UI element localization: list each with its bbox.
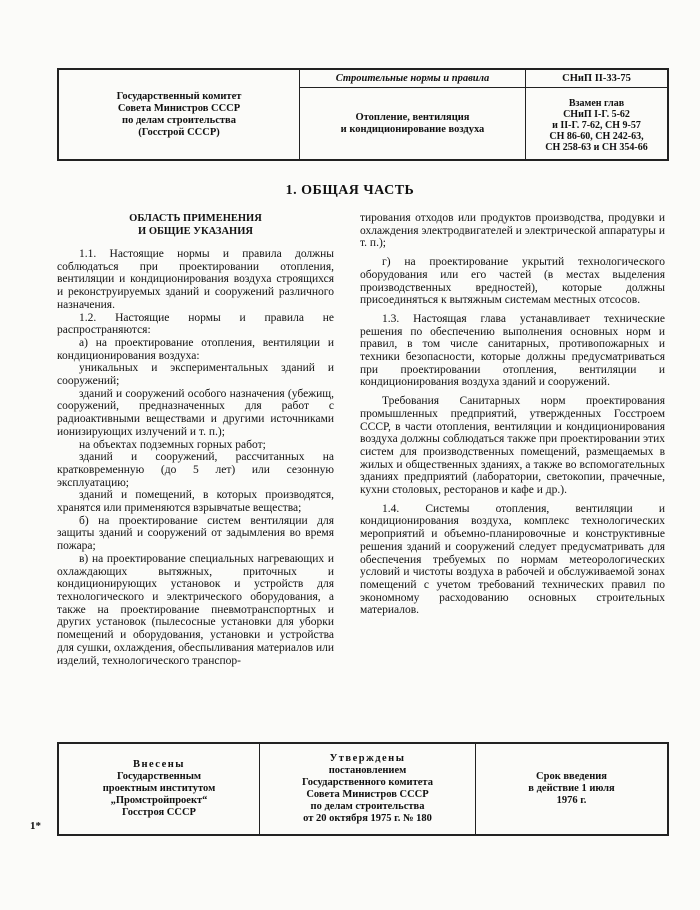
paragraph: зданий и помещений, в которых производятся, хранятся или применяются взрывчатые вещества; (57, 489, 334, 515)
paragraph: зданий и сооружений особого назначения (убежищ, сооружений, предназначенных для работ с радиоактивными веществами и другими источниками ионизирующих излучений и т. п.); (57, 387, 334, 438)
left-column (57, 212, 334, 667)
footer-table (57, 742, 669, 836)
subheading (57, 212, 334, 238)
doc-code: СНиП II-33-75 (526, 70, 667, 88)
approved-line: Государственного комитета (302, 777, 433, 788)
replaces-line: СН 86-60, СН 242-63, (549, 131, 644, 142)
doc-title-line: Отопление, вентиляция (355, 111, 470, 123)
norms-caption: Строительные нормы и правила (300, 70, 525, 88)
section-title: 1. ОБЩАЯ ЧАСТЬ (285, 183, 415, 198)
header-table (57, 68, 669, 161)
paragraph: Требования Санитарных норм проектирования промышленных предприятий, утвержденных Госстроем СССР, в части отопления, вентиляции и кондиционирования воздуха должны соблюдаться также при проектировании этих систем для производственных помещений, размещаемых в жилых и общественных зданиях, а также во вспомогательных зданиях предприятий (лаборатории, светокопии, прачечные, кухни столовых, ресторанов и кафе и др.). (360, 395, 665, 497)
replaces-line: СН 258-63 и СН 354-66 (545, 142, 648, 153)
approved-line: Утверждены (329, 753, 406, 764)
replaces-block (526, 88, 667, 159)
committee-line: по делам строительства (122, 114, 236, 126)
committee-line: (Госстрой СССР) (138, 126, 220, 138)
effective-line: в действие 1 июля (528, 783, 615, 794)
approved-cell (260, 744, 476, 834)
submitted-line: „Промстройпроект“ (110, 795, 208, 806)
submitted-cell (59, 744, 260, 834)
submitted-line: Внесены (132, 759, 186, 770)
submitted-line: Государственным (116, 771, 202, 782)
replaces-line: СНиП I-Г. 5-62 (563, 109, 630, 120)
approved-line: от 20 октября 1975 г. № 180 (303, 813, 432, 824)
paragraph: зданий и сооружений, рассчитанных на кратковременную (до 5 лет) или сезонную эксплуатацию; (57, 451, 334, 489)
paragraph: 1.3. Настоящая глава устанавливает технические решения по обеспечению выполнения основных норм и правил, в том числе санитарных, противопожарных и техники безопасности, которые должны предусматриваться при проектировании отопления, вентиляции и кондиционирования воздуха зданий и сооружений. (360, 312, 665, 389)
paragraph: г) на проектирование укрытий технологического оборудования или его частей (в местах выделения производственных вредностей), которые должны присоединяться к вытяжным системам местных отсосов. (360, 256, 665, 307)
approved-line: Совета Министров СССР (306, 789, 429, 800)
code-cell (526, 70, 667, 159)
subheading-line: ОБЛАСТЬ ПРИМЕНЕНИЯ (129, 213, 262, 224)
committee-cell (59, 70, 300, 159)
page-mark: 1* (30, 820, 41, 832)
effective-line: 1976 г. (556, 795, 587, 806)
approved-line: по делам строительства (310, 801, 425, 812)
paragraph: 1.2. Настоящие нормы и правила не распространяются: (57, 311, 334, 337)
paragraph: уникальных и экспериментальных зданий и сооружений; (57, 362, 334, 388)
title-cell (300, 70, 526, 159)
doc-title (300, 88, 525, 159)
submitted-line: проектным институтом (102, 783, 216, 794)
paragraph: тирования отходов или продуктов производства, продувки и охлаждения электродвигателей и электрической аппаратуры и т. п.); (360, 212, 665, 250)
paragraph: 1.4. Системы отопления, вентиляции и кондиционирования воздуха, комплекс технологических мероприятий и объемно-планировочные и конструктивные решения зданий и сооружений следует предусматривать для обеспечения требуемых по нормам метеорологических условий и чистоты воздуха в рабочей и обслуживаемой зонах помещений с учетом требований технических правил по экономному расходованию основных строительных материалов. (360, 502, 665, 617)
effective-cell (476, 744, 667, 834)
replaces-line: и II-Г. 7-62, СН 9-57 (552, 120, 641, 131)
effective-line: Срок введения (536, 771, 607, 782)
doc-title-line: и кондиционирование воздуха (340, 123, 485, 135)
committee-line: Совета Министров СССР (117, 102, 241, 114)
paragraph: б) на проектирование систем вентиляции для защиты зданий и сооружений от задымления во время пожара; (57, 514, 334, 553)
paragraph: а) на проектирование отопления, вентиляции и кондиционирования воздуха: (57, 336, 334, 362)
approved-line: постановлением (328, 765, 407, 776)
committee-line: Государственный комитет (116, 90, 242, 102)
right-column (360, 212, 665, 617)
paragraph: в) на проектирование специальных нагревающих и охлаждающих вытяжных, приточных и кондиционирующих установок и устройств для технологического и электрического оборудования, а также на проектирование пневмотранспортных и других установок (пылесосные установки для уборки помещений и оборудования, установки и устройства для сушки, охлаждения, обеспыливания материалов или изделий, технологического транспор- (57, 552, 334, 667)
replaces-line: Взамен глав (568, 98, 625, 109)
subheading-line: И ОБЩИЕ УКАЗАНИЯ (138, 226, 253, 237)
paragraph: 1.1. Настоящие нормы и правила должны соблюдаться при проектировании отопления, вентиляции и кондиционирования воздуха строящихся и реконструируемых зданий и сооружений различного назначения. (57, 248, 334, 311)
paragraph: на объектах подземных горных работ; (79, 438, 266, 451)
submitted-line: Госстроя СССР (122, 807, 196, 818)
